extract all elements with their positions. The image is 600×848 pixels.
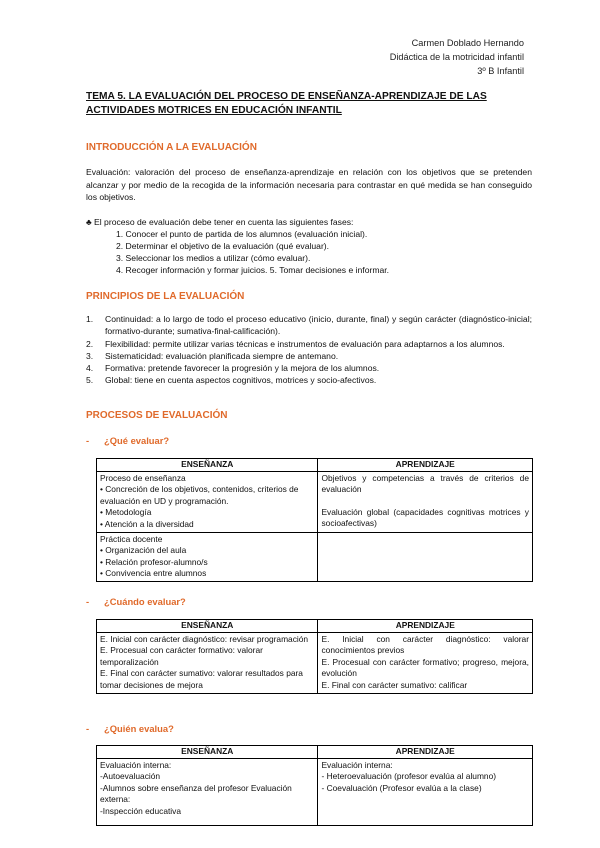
cell-line: E. Procesual con carácter formativo; progreso, mejora, evolución [321,656,529,679]
cell-line: Proceso de enseñanza [100,472,186,483]
col-aprendizaje-header: APRENDIZAJE [318,620,533,633]
cell-line: -Autoevaluación [100,771,161,782]
cell-gap [321,496,529,507]
dash-marker: - [86,435,90,446]
quien-evalua-question: ¿Quién evalua? [104,723,174,734]
cell-line: E. Procesual con carácter formativo: valorar temporalización [100,645,263,667]
cell-line: • Organización del aula [100,545,187,556]
cell-line: E. Final con carácter sumativo: valorar resultados para tomar decisiones de mejora [100,668,303,690]
author-name: Carmen Doblado Hernando [411,38,524,48]
table-cell [97,532,318,581]
fase-item: 3. Seleccionar los medios a utilizar (cómo evaluar). [116,253,311,263]
principio-item [86,338,532,350]
que-evaluar-heading [86,435,169,446]
table-cell [97,632,318,693]
procesos-heading: PROCESOS DE EVALUACIÓN [86,410,228,421]
subject-name: Didáctica de la motricidad infantil [389,52,524,62]
fase-item: 1. Conocer el punto de partida de los alumnos (evaluación inicial). [116,229,368,239]
table-cell [318,532,533,581]
quien-evalua-table [96,745,533,826]
principios-heading: PRINCIPIOS DE LA EVALUACIÓN [86,291,245,302]
table-cell [318,471,533,532]
title-line-2: ACTIVIDADES MOTRICES EN EDUCACIÓN INFANTIL [86,104,342,116]
table-cell [318,758,533,825]
dash-marker: - [86,723,90,734]
quien-evalua-heading [86,723,174,734]
cell-line: E. Final con carácter sumativo: calificar [321,679,468,690]
cell-line: • Concreción de los objetivos, contenidos, criterios de evaluación en UD y programación. [100,484,299,506]
table-row [97,632,533,693]
cell-line: E. Inicial con carácter diagnóstico: revisar programación [100,633,309,644]
cell-line: • Atención a la diversidad [100,518,194,529]
title-line-1: TEMA 5. LA EVALUACIÓN DEL PROCESO DE ENSEÑANZA-APRENDIZAJE DE LAS [86,91,487,102]
principio-number: 1. [86,314,94,324]
fase-item: 2. Determinar el objetivo de la evaluación (qué evaluar). [116,241,330,251]
principio-number: 4. [86,363,94,374]
cell-line: Práctica docente [100,533,163,544]
intro-heading: INTRODUCCIÓN A LA EVALUACIÓN [86,142,257,153]
principio-number: 2. [86,338,94,349]
col-ensenanza-header: ENSEÑANZA [97,459,318,472]
cell-line: Evaluación interna: [321,759,393,770]
principio-item [86,350,532,362]
table-row [97,758,533,825]
cell-line: • Convivencia entre alumnos [100,568,207,579]
principio-number: 3. [86,350,94,361]
principio-text: Formativa: pretende favorecer la progresión y la mejora de los alumnos. [105,363,380,374]
fases-list [116,228,389,276]
course-name: 3º B Infantil [477,66,524,76]
cell-line: • Metodología [100,507,152,518]
col-aprendizaje-header: APRENDIZAJE [318,459,533,472]
page-header [390,36,524,78]
col-aprendizaje-header: APRENDIZAJE [318,746,533,759]
principio-text: Sistematicidad: evaluación planificada siempre de antemano. [105,350,339,361]
principio-item [86,313,532,338]
cell-line: - Heteroevaluación (profesor evalúa al alumno) [321,771,497,782]
cell-line: - Coevaluación (Profesor evalúa a la clase) [321,782,482,793]
table-cell [97,471,318,532]
principios-list [86,313,532,387]
cell-line: E. Inicial con carácter diagnóstico: valorar conocimientos previos [321,633,529,656]
evaluation-definition: Evaluación: valoración del proceso de enseñanza-aprendizaje en relación con los objetivos que se pretenden alcanzar y por medio de la recogida de la información necesaria para contrastar en qué medida se han conseguido los objetivos. [86,167,532,202]
principio-text: Flexibilidad: permite utilizar varias técnicas e instrumentos de evaluación para adaptarnos a los alumnos. [105,338,505,349]
cell-line: Objetivos y competencias a través de criterios de evaluación [321,472,529,495]
principio-text: Continuidad: a lo largo de todo el proceso educativo (inicio, durante, final) y según carácter (diagnóstico-inicial; formativo-durante; sumativa-final-calificación). [105,314,532,337]
cell-line: -Inspección educativa [100,805,182,816]
table-row [97,471,533,532]
dash-marker: - [86,596,90,607]
cuando-evaluar-table [96,619,533,694]
document-title [86,90,526,117]
fase-item: 4. Recoger información y formar juicios. 5. Tomar decisiones e informar. [116,265,390,275]
principio-text: Global: tiene en cuenta aspectos cognitivos, motrices y socio-afectivos. [105,375,377,386]
cuando-evaluar-heading [86,596,186,607]
que-evaluar-question: ¿Qué evaluar? [104,435,170,446]
table-cell [97,758,318,825]
cell-line: -Alumnos sobre enseñanza del profesor Evaluación externa: [100,782,292,805]
col-ensenanza-header: ENSEÑANZA [97,620,318,633]
table-row [97,532,533,581]
principio-item [86,374,532,386]
col-ensenanza-header: ENSEÑANZA [97,746,318,759]
principio-item [86,362,532,374]
cell-line: Evaluación interna: [100,759,172,770]
cell-line: • Relación profesor-alumno/s [100,556,208,567]
cuando-evaluar-question: ¿Cuándo evaluar? [104,596,186,607]
principio-number: 5. [86,375,94,386]
table-cell [318,632,533,693]
fases-intro: ♣ El proceso de evaluación debe tener en cuenta las siguientes fases: [86,217,354,227]
que-evaluar-table [96,458,533,582]
cell-line: Evaluación global (capacidades cognitivas motrices y socioafectivas) [321,506,529,529]
